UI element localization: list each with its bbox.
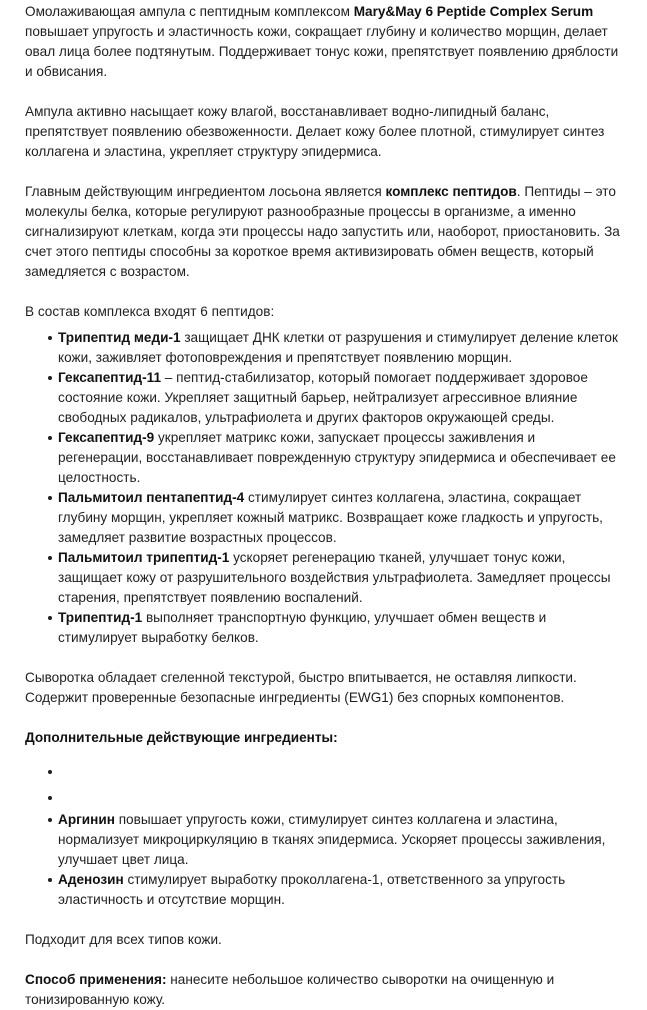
peptide-name: Трипептид меди-1 (58, 330, 181, 345)
main-ingredient-name: комплекс пептидов (385, 184, 517, 199)
usage-label: Способ применения: (25, 972, 167, 987)
peptides-intro: В состав комплекса входят 6 пептидов: (25, 304, 275, 319)
list-item (58, 368, 623, 428)
usage-text: нанесите небольшое количество сыворотки на очищенную и тонизированную кожу. (25, 972, 555, 1007)
main-ingredient-paragraph (25, 182, 623, 282)
list-item (58, 428, 623, 488)
skin-types-paragraph: Подходит для всех типов кожи. (25, 932, 222, 947)
peptide-name: Гексапептид-11 (58, 370, 162, 385)
list-item (58, 548, 623, 608)
product-name: Mary&May 6 Peptide Complex Serum (353, 4, 594, 19)
peptide-description: ускоряет регенерацию тканей, улучшает тонус кожи, защищает кожу от разрушительного воздействия ультрафиолета. Замедляет процессы старения, препятствует появлению воспалений. (58, 550, 611, 605)
list-item-empty (58, 788, 623, 808)
list-item (58, 870, 623, 910)
list-item (58, 810, 623, 870)
additional-ingredients-list (25, 762, 623, 910)
main-ingredient-pre: Главным действующим ингредиентом лосьона является (25, 184, 386, 199)
peptide-name: Трипептид-1 (58, 610, 143, 625)
list-item (58, 328, 623, 368)
ingredient-name: Аргинин (58, 812, 115, 827)
peptides-list (25, 328, 623, 648)
peptide-name: Гексапептид-9 (58, 430, 155, 445)
usage-paragraph (25, 970, 623, 1010)
ingredient-description: повышает упругость кожи, стимулирует синтез коллагена и эластина, нормализует микроциркуляцию в тканях эпидермиса. Ускоряет процессы заживления, улучшает цвет лица. (58, 812, 606, 867)
ingredient-description: стимулирует выработку проколлагена-1, ответственного за упругость эластичность и отсутствие морщин. (58, 872, 566, 907)
peptide-description: стимулирует синтез коллагена, эластина, сокращает глубину морщин, укрепляет кожный матрикс. Возвращает коже гладкость и упругость, замедляет развитие возрастных процессов. (58, 490, 603, 545)
hydration-paragraph: Ампула активно насыщает кожу влагой, восстанавливает водно-липидный баланс, препятствует появлению обезвоженности. Делает кожу более плотной, стимулирует синтез коллагена и эластина, укрепляет структуру эпидермиса. (25, 104, 605, 159)
ingredient-name: Аденозин (58, 872, 124, 887)
peptide-description: защищает ДНК клетки от разрушения и стимулирует деление клеток кожи, заживляет фотоповреждения и препятствует появлению морщин. (58, 330, 618, 365)
additional-heading-text: Дополнительные действующие ингредиенты: (25, 730, 338, 745)
list-item (58, 608, 623, 648)
peptide-description: – пептид-стабилизатор, который помогает поддерживает здоровое состояние кожи. Укрепляет защитный барьер, нейтрализует агрессивное влияние свободных радикалов, ультрафиолета и других факторов окружающей среды. (58, 370, 588, 425)
peptide-name: Пальмитоил пентапептид-4 (58, 490, 245, 505)
list-item (58, 488, 623, 548)
list-item-empty (58, 762, 623, 782)
main-ingredient-post: . Пептиды – это молекулы белка, которые регулируют разнообразные процессы в организме, а именно сигнализируют клеткам, когда эти процессы надо запустить или, наоборот, приостановить. За счет этого пептиды способны за короткое время активизировать обмен веществ, который замедляется с возрастом. (25, 184, 620, 279)
peptide-name: Пальмитоил трипептид-1 (58, 550, 230, 565)
intro-text-pre: Омолаживающая ампула с пептидным комплексом (25, 4, 354, 19)
intro-paragraph (25, 2, 623, 82)
additional-ingredients-heading (25, 728, 623, 748)
peptide-description: выполняет транспортную функцию, улучшает обмен веществ и стимулирует выработку белков. (58, 610, 547, 645)
texture-paragraph: Сыворотка обладает сгеленной текстурой, быстро впитывается, не оставляя липкости. Содержит проверенные безопасные ингредиенты (EWG1) без спорных компонентов. (25, 670, 577, 705)
peptide-description: укрепляет матрикс кожи, запускает процессы заживления и регенерации, восстанавливает поврежденную структуру эпидермиса и обеспечивает ее целостность. (58, 430, 616, 485)
intro-text-post: повышает упругость и эластичность кожи, сокращает глубину и количество морщин, делает овал лица более подтянутым. Поддерживает тонус кожи, препятствует появлению дряблости и обвисания. (25, 24, 619, 79)
